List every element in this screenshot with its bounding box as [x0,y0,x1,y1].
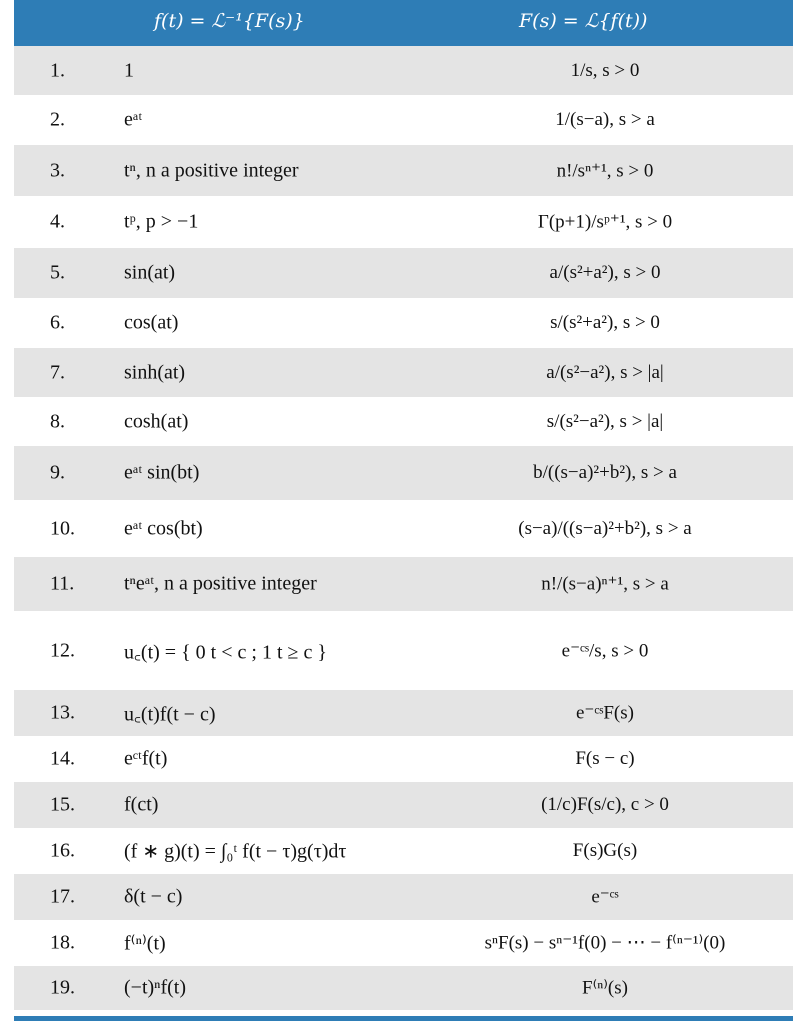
header-time-domain: f(t) = ℒ⁻¹{F(s)} [154,10,305,32]
transform: e⁻ᶜˢ/s, s > 0 [561,640,649,661]
transform: a/(s²−a²), s > |a| [546,361,664,383]
time-function: δ(t − c) [124,885,183,908]
time-function: sin(at) [124,261,176,284]
row-number: 8. [50,410,65,432]
row-number: 19. [50,976,75,999]
row-number: 1. [50,59,65,81]
table-row [14,920,793,966]
time-function: tⁿ, n a positive integer [124,159,299,181]
row-number: 12. [50,639,75,661]
time-function: (f ∗ g)(t) = ∫₀ᵗ f(t − τ)g(τ)dτ [124,840,347,863]
table-row [14,298,793,348]
time-function: tᵖ, p > −1 [124,210,199,233]
transform: e⁻ᶜˢF(s) [576,702,634,724]
time-function: sinh(at) [124,361,186,383]
table-row [14,966,793,1010]
time-function: cos(at) [124,311,179,334]
transform: s/(s²−a²), s > |a| [546,410,664,432]
transform: s/(s²+a²), s > 0 [550,312,660,333]
transform: F⁽ⁿ⁾(s) [582,977,628,999]
table-header [14,0,793,46]
time-function: 1 [124,59,134,81]
time-function: eᵃᵗ cos(bt) [124,517,203,539]
transform: F(s − c) [575,748,635,769]
table-row [14,557,793,611]
transform: F(s)G(s) [572,840,638,861]
table-row [14,397,793,446]
row-number: 3. [50,159,65,181]
table-row [14,145,793,196]
table-row [14,611,793,690]
row-number: 10. [50,517,75,539]
table-row [14,446,793,500]
row-number: 17. [50,885,75,908]
table-row [14,736,793,782]
time-function: eᵃᵗ sin(bt) [124,461,200,484]
table-row [14,690,793,736]
row-number: 18. [50,931,75,954]
time-function: eᶜᵗf(t) [124,747,168,770]
table-row [14,348,793,397]
transform: (s−a)/((s−a)²+b²), s > a [518,517,692,539]
transform: a/(s²+a²), s > 0 [549,262,661,283]
row-number: 15. [50,793,75,816]
table-row [14,874,793,920]
row-number: 7. [50,361,65,383]
row-number: 16. [50,839,75,862]
transform: n!/sⁿ⁺¹, s > 0 [556,160,654,181]
transform: (1/c)F(s/c), c > 0 [541,794,669,815]
table-row [14,196,793,248]
table-row [14,46,793,95]
header-s-domain: F(s) = ℒ{f(t)) [519,10,648,32]
time-function: (−t)ⁿf(t) [124,976,186,999]
transform: e⁻ᶜˢ [591,886,619,908]
row-number: 9. [50,461,65,484]
table-bottom-rule [14,1016,793,1021]
transform: Γ(p+1)/sᵖ⁺¹, s > 0 [537,211,673,233]
transform: b/((s−a)²+b²), s > a [533,462,677,483]
table-row [14,782,793,828]
laplace-transform-table [14,0,793,1010]
row-number: 4. [50,210,65,233]
row-number: 5. [50,261,65,284]
row-number: 13. [50,701,75,724]
table-row [14,95,793,145]
row-number: 11. [50,572,75,595]
transform: 1/s, s > 0 [570,59,640,81]
table-row [14,828,793,874]
time-function: tⁿeᵃᵗ, n a positive integer [124,572,317,595]
time-function: cosh(at) [124,410,189,432]
table-row [14,248,793,298]
time-function: f⁽ⁿ⁾(t) [124,932,166,955]
row-number: 2. [50,108,65,131]
transform: sⁿF(s) − sⁿ⁻¹f(0) − ⋯ − f⁽ⁿ⁻¹⁾(0) [484,932,726,954]
table-row [14,500,793,557]
time-function: u꜀(t) = { 0 t < c ; 1 t ≥ c } [124,641,327,663]
time-function: f(ct) [124,793,159,816]
time-function: eᵃᵗ [124,108,143,131]
transform: n!/(s−a)ⁿ⁺¹, s > a [541,573,669,595]
row-number: 6. [50,311,65,334]
time-function: u꜀(t)f(t − c) [124,703,216,726]
row-number: 14. [50,747,75,770]
transform: 1/(s−a), s > a [555,109,655,130]
